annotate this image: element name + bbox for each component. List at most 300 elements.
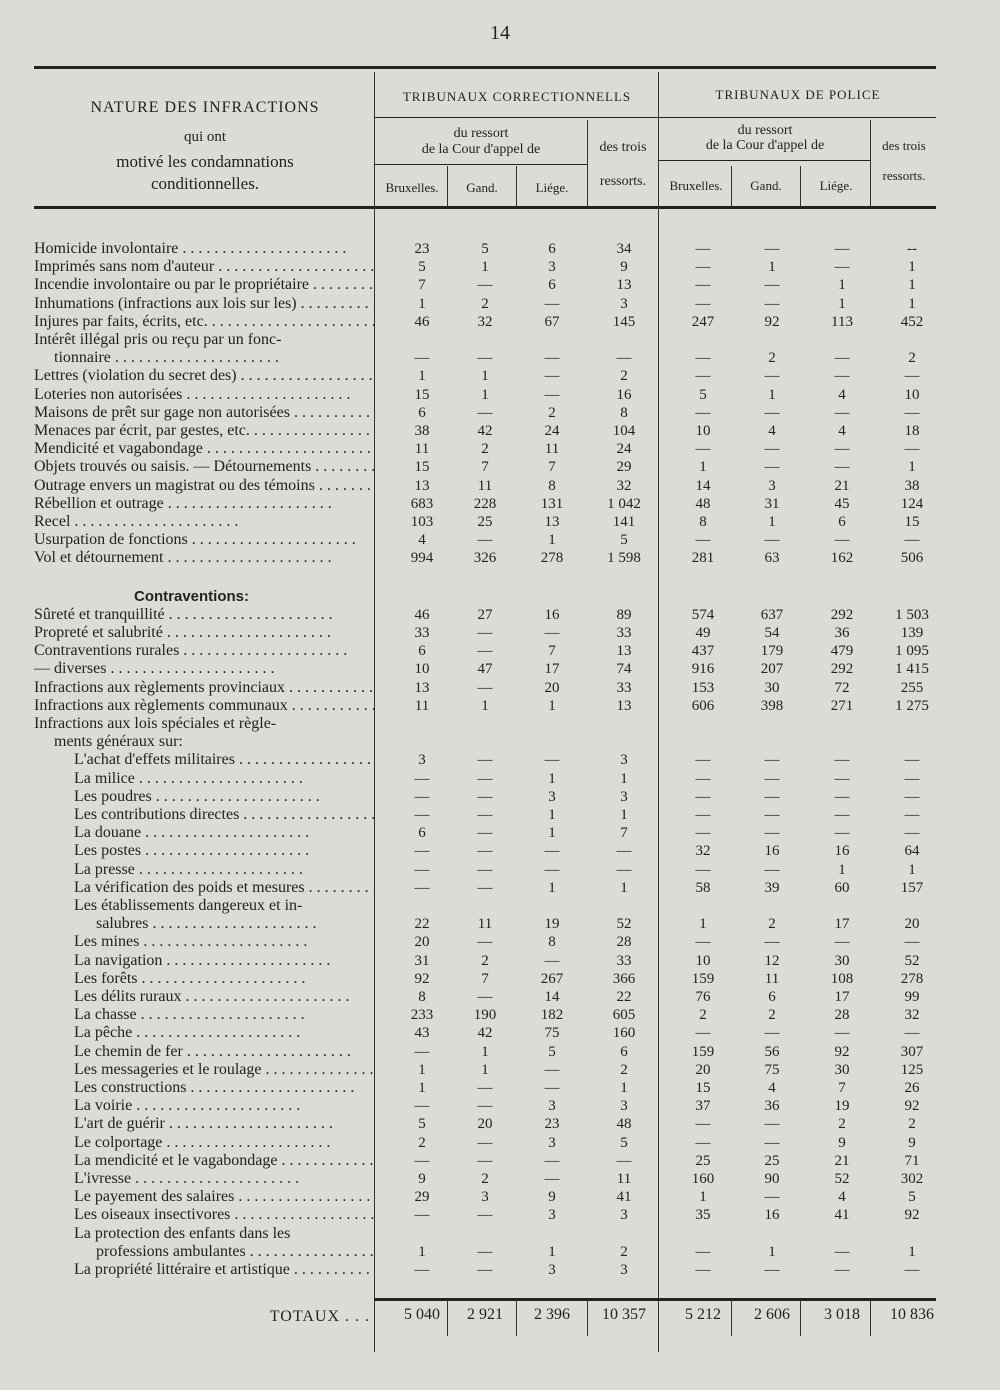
- table-cell: 7: [548, 459, 556, 476]
- table-cell: 104: [612, 423, 636, 439]
- table-cell: 2: [620, 368, 628, 385]
- table-cell: —: [477, 643, 493, 660]
- table-cell: 1: [418, 1080, 426, 1096]
- table-cell: —: [695, 532, 711, 549]
- row-label: Loteries non autorisées . . .: [34, 386, 374, 404]
- table-cell: —: [764, 368, 780, 385]
- total-cell: 5 212: [685, 1306, 721, 1323]
- table-cell: 15: [414, 386, 430, 403]
- table-cell: —: [477, 861, 493, 878]
- table-cell: 42: [477, 1025, 493, 1042]
- table-cell: 67: [544, 313, 560, 330]
- table-cell: 606: [691, 697, 715, 714]
- table-cell: 17: [834, 989, 850, 1005]
- police-header: TRIBUNAUX DE POLICE: [715, 87, 881, 102]
- page-number: 14: [490, 22, 510, 44]
- table-cell: 8: [548, 934, 556, 951]
- table-cell: 32: [904, 1007, 920, 1024]
- table-cell: —: [904, 934, 920, 951]
- table-cell: 41: [616, 1189, 632, 1206]
- table-cell: 452: [900, 313, 924, 330]
- table-cell: 157: [900, 879, 924, 896]
- row-label: Les poudres . . .: [34, 788, 374, 806]
- trois-corr-2: ressorts.: [599, 174, 647, 189]
- table-cell: —: [764, 934, 780, 951]
- table-cell: —: [544, 843, 560, 860]
- table-cell: 1 415: [895, 661, 929, 678]
- table-cell: 2: [699, 1007, 707, 1024]
- table-cell: 32: [477, 313, 493, 330]
- table-cell: —: [616, 1152, 632, 1169]
- table-cell: 31: [414, 952, 430, 969]
- table-cell: —: [616, 843, 632, 860]
- table-cell: 34: [616, 241, 632, 257]
- row-label: La vérification des poids et mesures . . .: [34, 879, 374, 897]
- table-cell: 3: [481, 1189, 489, 1206]
- row-label: La propriété littéraire et artistique . . .: [34, 1261, 374, 1279]
- table-cell: —: [904, 532, 920, 549]
- table-cell: —: [477, 1262, 493, 1278]
- row-label: tionnaire . . .: [34, 349, 374, 367]
- row-label: L'ivresse . . .: [34, 1170, 374, 1188]
- table-cell: —: [477, 1098, 493, 1115]
- table-cell: 1: [481, 386, 489, 403]
- table-cell: 21: [834, 477, 850, 494]
- table-cell: 605: [612, 1007, 636, 1024]
- table-cell: 13: [414, 679, 430, 696]
- table-cell: 52: [616, 916, 632, 933]
- table-cell: 31: [764, 495, 780, 512]
- table-cell: 1: [418, 295, 426, 312]
- trois-police-1: des trois: [882, 138, 926, 153]
- table-cell: —: [904, 1025, 920, 1042]
- total-cell: 5 040: [404, 1306, 440, 1323]
- table-cell: 92: [764, 313, 780, 330]
- table-cell: —: [695, 861, 711, 878]
- row-label: Infractions aux règlements communaux . . .: [34, 697, 374, 715]
- table-cell: 3: [620, 788, 628, 805]
- table-cell: —: [477, 934, 493, 951]
- table-cell: 30: [764, 679, 780, 696]
- table-cell: —: [695, 934, 711, 951]
- table-cell: 103: [410, 514, 434, 530]
- table-cell: —: [764, 825, 780, 842]
- table-cell: 5: [418, 259, 426, 276]
- table-cell: 2: [481, 952, 489, 969]
- table-cell: 11: [477, 477, 493, 494]
- table-cell: 23: [544, 1116, 560, 1133]
- table-cell: 398: [760, 697, 784, 714]
- table-cell: 11: [414, 697, 430, 714]
- table-cell: —: [544, 386, 560, 403]
- table-cell: —: [904, 807, 920, 823]
- table-cell: 46: [414, 313, 430, 330]
- table-cell: 58: [695, 879, 711, 896]
- row-label: Intérêt illégal pris ou reçu par un fonc-: [34, 331, 282, 348]
- table-cell: 49: [695, 625, 711, 641]
- table-cell: 25: [477, 514, 493, 530]
- table-cell: 20: [695, 1061, 711, 1078]
- table-cell: 1: [418, 1061, 426, 1078]
- table-cell: 17: [834, 916, 850, 933]
- table-cell: 24: [544, 423, 560, 439]
- table-cell: 302: [900, 1171, 924, 1187]
- table-cell: —: [477, 807, 493, 823]
- table-cell: 1: [620, 1080, 628, 1096]
- table-cell: 162: [830, 550, 854, 567]
- row-label: Le chemin de fer . . .: [34, 1043, 374, 1061]
- table-cell: 326: [473, 550, 497, 567]
- table-cell: —: [764, 1025, 780, 1042]
- table-cell: —: [414, 861, 430, 878]
- nature-sub3: conditionnelles.: [150, 174, 260, 193]
- table-cell: —: [695, 350, 711, 367]
- table-cell: 2: [481, 441, 489, 458]
- table-cell: 1: [548, 825, 556, 842]
- table-cell: 1: [699, 459, 707, 476]
- table-cell: 48: [695, 495, 711, 512]
- row-label: Les établissements dangereux et in-: [74, 897, 303, 914]
- nature-sub1: qui ont: [183, 129, 227, 145]
- row-label: La protection des enfants dans les: [74, 1224, 291, 1242]
- table-cell: —: [834, 752, 850, 769]
- table-cell: 63: [764, 550, 780, 567]
- table-cell: 153: [691, 679, 715, 696]
- table-cell: 2: [418, 1134, 426, 1151]
- header-divider: [374, 72, 375, 1352]
- table-cell: —: [544, 350, 560, 367]
- table-cell: 25: [695, 1152, 711, 1169]
- table-cell: —: [544, 1152, 560, 1169]
- table-cell: 14: [695, 477, 711, 494]
- table-cell: 5: [699, 386, 707, 403]
- table-cell: —: [477, 1243, 493, 1260]
- table-cell: 16: [764, 1207, 780, 1224]
- table-cell: 3: [548, 1134, 556, 1151]
- table-cell: 13: [616, 277, 632, 294]
- row-label: Homicide involontaire . . .: [34, 240, 374, 258]
- table-cell: —: [695, 1025, 711, 1042]
- table-cell: 2: [768, 350, 776, 367]
- table-cell: —: [764, 788, 780, 805]
- table-cell: 1: [548, 697, 556, 714]
- table-cell: 1: [768, 386, 776, 403]
- table-cell: 7: [418, 277, 426, 294]
- table-cell: 9: [620, 259, 628, 276]
- total-cell: 10 836: [890, 1306, 934, 1323]
- table-cell: 9: [418, 1171, 426, 1187]
- table-cell: —: [764, 752, 780, 769]
- table-cell: —: [544, 752, 560, 769]
- row-label: L'achat d'effets militaires . . .: [34, 751, 374, 769]
- table-cell: 683: [410, 495, 434, 512]
- table-cell: —: [695, 807, 711, 823]
- table-cell: —: [764, 532, 780, 549]
- col-gand-police: Gand.: [750, 178, 782, 193]
- table-cell: 19: [834, 1098, 850, 1115]
- table-cell: 247: [691, 313, 715, 330]
- table-cell: 1: [908, 277, 916, 294]
- table-cell: 24: [616, 441, 632, 458]
- table-cell: 207: [760, 661, 784, 678]
- table-cell: 14: [544, 989, 560, 1005]
- table-cell: —: [544, 295, 560, 312]
- table-cell: 11: [544, 441, 560, 458]
- table-cell: 6: [768, 989, 776, 1005]
- table-cell: 5: [620, 1134, 628, 1151]
- table-cell: —: [477, 788, 493, 805]
- table-cell: 4: [768, 1080, 776, 1096]
- table-cell: 13: [414, 477, 430, 494]
- table-cell: 255: [900, 679, 924, 696]
- table-cell: 8: [699, 514, 707, 530]
- table-cell: 113: [831, 313, 853, 330]
- table-cell: —: [414, 1043, 430, 1060]
- table-cell: 994: [410, 550, 434, 567]
- table-cell: —: [477, 825, 493, 842]
- table-cell: 74: [616, 661, 632, 678]
- table-cell: 1: [838, 295, 846, 312]
- table-cell: 11: [414, 441, 430, 458]
- table-cell: 1: [548, 1243, 556, 1260]
- table-cell: 13: [616, 697, 632, 714]
- table-cell: 1: [908, 459, 916, 476]
- table-cell: —: [477, 752, 493, 769]
- table-cell: 145: [612, 313, 636, 330]
- row-label: ments généraux sur:: [54, 733, 183, 751]
- table-cell: —: [544, 952, 560, 969]
- table-cell: 141: [612, 514, 636, 530]
- header-divider: [658, 160, 870, 161]
- table-cell: 33: [414, 625, 430, 641]
- table-cell: 278: [540, 550, 564, 567]
- table-cell: 64: [904, 843, 920, 860]
- table-cell: 11: [764, 970, 780, 987]
- table-cell: —: [834, 241, 850, 257]
- table-cell: —: [695, 770, 711, 787]
- table-cell: 75: [544, 1025, 560, 1042]
- row-label: Les postes . . .: [34, 842, 374, 860]
- table-cell: —: [477, 843, 493, 860]
- table-cell: 47: [477, 661, 493, 678]
- table-cell: 6: [418, 825, 426, 842]
- table-cell: —: [477, 277, 493, 294]
- row-label: La voirie . . .: [34, 1097, 374, 1115]
- table-cell: —: [834, 350, 850, 367]
- row-label: La milice . . .: [34, 770, 374, 788]
- table-cell: 506: [900, 550, 924, 567]
- table-cell: 1 503: [895, 606, 929, 623]
- table-cell: 8: [548, 477, 556, 494]
- table-cell: 267: [540, 970, 564, 987]
- table-cell: 8: [620, 404, 628, 421]
- table-cell: —: [764, 1116, 780, 1133]
- total-cell: 2 921: [467, 1306, 503, 1323]
- row-label: Les oiseaux insectivores . . .: [34, 1206, 374, 1224]
- table-cell: —: [764, 1189, 780, 1206]
- table-cell: —: [764, 1262, 780, 1278]
- table-cell: 21: [834, 1152, 850, 1169]
- table-cell: 3: [768, 477, 776, 494]
- row-label: Rébellion et outrage . . .: [34, 495, 374, 513]
- table-cell: 9: [838, 1134, 846, 1151]
- table-cell: 131: [540, 495, 564, 512]
- row-label: La mendicité et le vagabondage . . .: [34, 1152, 374, 1170]
- table-cell: 7: [838, 1080, 846, 1096]
- table-cell: —: [764, 861, 780, 878]
- table-cell: —: [477, 1134, 493, 1151]
- table-cell: —: [764, 441, 780, 458]
- row-label: — diverses . . .: [34, 660, 374, 678]
- table-cell: 22: [414, 916, 430, 933]
- table-cell: 3: [548, 1098, 556, 1115]
- table-cell: 26: [904, 1080, 920, 1096]
- table-cell: 3: [620, 295, 628, 312]
- table-cell: 20: [414, 934, 430, 951]
- table-cell: 1: [620, 807, 628, 823]
- table-cell: 271: [830, 697, 854, 714]
- table-cell: 4: [838, 386, 846, 403]
- table-cell: 33: [616, 625, 632, 641]
- table-cell: —: [764, 277, 780, 294]
- row-label: La douane . . .: [34, 824, 374, 842]
- table-cell: 92: [414, 970, 430, 987]
- table-cell: —: [764, 1134, 780, 1151]
- table-cell: 4: [418, 532, 426, 549]
- table-cell: —: [695, 1262, 711, 1278]
- table-cell: 30: [834, 952, 850, 969]
- table-cell: 20: [544, 679, 560, 696]
- total-cell: 2 396: [534, 1306, 570, 1323]
- row-label: L'art de guérir . . .: [34, 1115, 374, 1133]
- table-cell: 5: [548, 1043, 556, 1060]
- row-label: Le colportage . . .: [34, 1134, 374, 1152]
- table-cell: —: [414, 843, 430, 860]
- table-cell: —: [477, 625, 493, 641]
- row-label: salubres . . .: [34, 915, 374, 933]
- table-cell: —: [477, 404, 493, 421]
- table-cell: 1: [548, 770, 556, 787]
- row-label: Les contributions directes . . .: [34, 806, 374, 824]
- table-cell: —: [477, 1152, 493, 1169]
- nature-title: NATURE DES INFRACTIONS: [90, 99, 320, 116]
- table-cell: 1: [620, 879, 628, 896]
- table-cell: —: [834, 1243, 850, 1260]
- table-cell: 3: [548, 1207, 556, 1224]
- table-cell: 3: [418, 752, 426, 769]
- table-cell: 1: [908, 861, 916, 878]
- table-cell: 1: [908, 295, 916, 312]
- table-cell: 5: [620, 532, 628, 549]
- table-cell: —: [477, 350, 493, 367]
- table-cell: 16: [764, 843, 780, 860]
- table-cell: 6: [548, 277, 556, 294]
- table-cell: —: [544, 368, 560, 385]
- table-cell: 6: [418, 643, 426, 660]
- table-cell: 38: [414, 423, 430, 439]
- col-gand-corr: Gand.: [466, 180, 498, 195]
- table-cell: —: [834, 788, 850, 805]
- table-cell: 92: [904, 1098, 920, 1115]
- table-cell: 2: [838, 1116, 846, 1133]
- row-label: Menaces par écrit, par gestes, etc. . . .: [34, 422, 374, 440]
- table-cell: 39: [764, 879, 780, 896]
- row-label: Les mines . . .: [34, 933, 374, 951]
- cour-police: de la Cour d'appel de: [705, 138, 825, 153]
- col-liege-police: Liége.: [819, 178, 853, 193]
- table-cell: 159: [691, 1043, 715, 1060]
- table-cell: —: [834, 532, 850, 549]
- row-label: Mendicité et vagabondage . . .: [34, 440, 374, 458]
- top-rule: [34, 66, 936, 69]
- table-cell: 18: [904, 423, 920, 439]
- table-cell: 1: [908, 259, 916, 276]
- table-cell: 1: [418, 368, 426, 385]
- table-cell: 54: [764, 625, 780, 641]
- table-cell: 33: [616, 952, 632, 969]
- table-cell: —: [834, 1262, 850, 1278]
- header-divider: [374, 117, 936, 118]
- table-cell: 29: [616, 459, 632, 476]
- totals-label: TOTAUX . . .: [269, 1308, 370, 1325]
- table-cell: —: [904, 825, 920, 842]
- table-cell: —: [477, 770, 493, 787]
- table-cell: 13: [616, 643, 632, 660]
- table-cell: 160: [612, 1025, 636, 1042]
- table-cell: —: [904, 1262, 920, 1278]
- table-cell: —: [414, 770, 430, 787]
- row-label: La chasse . . .: [34, 1006, 374, 1024]
- table-cell: —: [764, 770, 780, 787]
- table-cell: —: [616, 350, 632, 367]
- table-cell: 637: [760, 606, 784, 623]
- table-cell: 1: [548, 532, 556, 549]
- table-cell: 23: [414, 241, 430, 257]
- table-cell: —: [695, 788, 711, 805]
- table-cell: 9: [908, 1134, 916, 1151]
- table-cell: 7: [620, 825, 628, 842]
- row-label: Incendie involontaire ou par le propriétaire . . .: [34, 276, 374, 294]
- table-cell: —: [414, 350, 430, 367]
- row-label: Les messageries et le roulage . . .: [34, 1061, 374, 1079]
- table-cell: 124: [900, 495, 924, 512]
- row-label: Le payement des salaires . . .: [34, 1188, 374, 1206]
- header-divider: [374, 164, 587, 165]
- table-cell: 160: [691, 1171, 715, 1187]
- table-cell: 281: [691, 550, 715, 567]
- table-cell: 4: [768, 423, 776, 439]
- row-label: Imprimés sans nom d'auteur . . .: [34, 258, 374, 276]
- table-cell: 916: [691, 661, 715, 678]
- table-cell: —: [834, 770, 850, 787]
- table-cell: 190: [473, 1007, 497, 1024]
- table-cell: 37: [695, 1098, 711, 1115]
- table-cell: —: [764, 241, 780, 257]
- table-cell: 99: [904, 989, 920, 1005]
- table-cell: —: [544, 1061, 560, 1078]
- row-label: La pêche . . .: [34, 1024, 374, 1042]
- row-label: Maisons de prêt sur gage non autorisées . . .: [34, 404, 374, 422]
- table-cell: 3: [548, 788, 556, 805]
- table-cell: 16: [616, 386, 632, 403]
- table-cell: 90: [764, 1171, 780, 1187]
- table-cell: 28: [616, 934, 632, 951]
- table-cell: 10: [695, 423, 711, 439]
- trois-corr-1: des trois: [599, 140, 647, 155]
- table-cell: —: [904, 752, 920, 769]
- table-cell: 76: [695, 989, 711, 1005]
- table-cell: 1 598: [607, 550, 641, 567]
